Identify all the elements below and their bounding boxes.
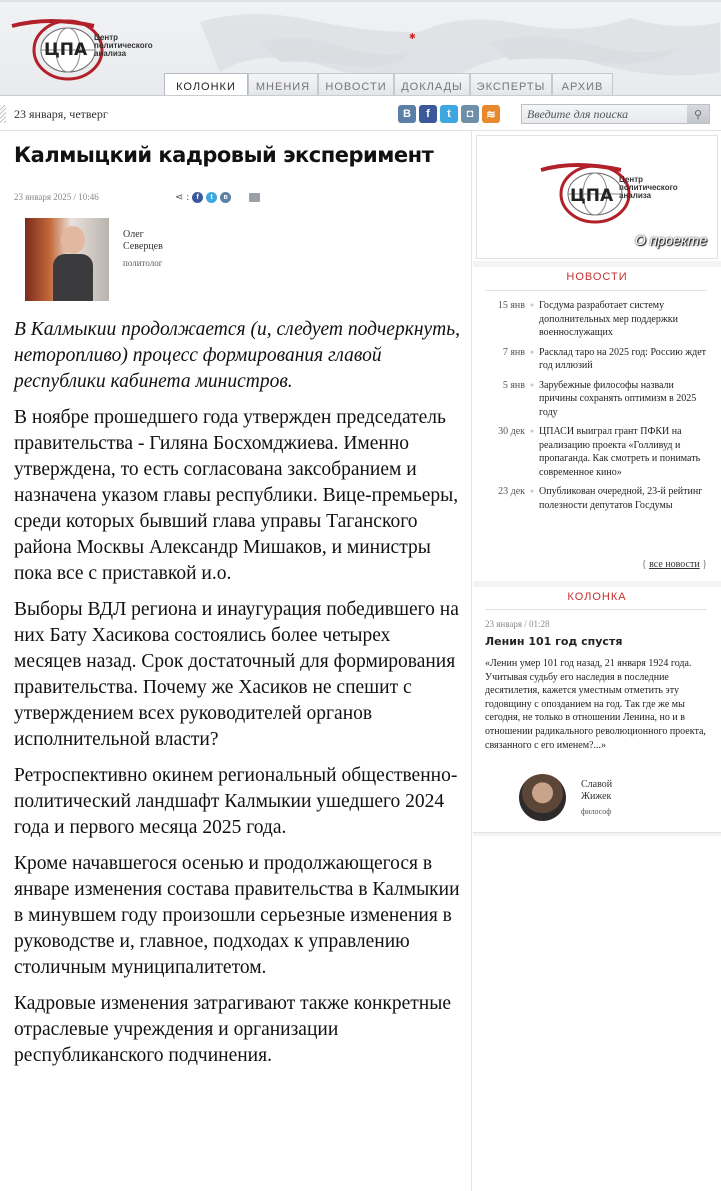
news-date: 15 янв: [497, 300, 525, 311]
logo-line-3: анализа: [94, 49, 127, 58]
site-header: [0, 0, 721, 96]
facebook-icon[interactable]: f: [419, 105, 437, 123]
article-lead: В Калмыкии продолжается (и, следует подчеркнуть, неторопливо) процесс формирования главой республики кабинета министров.: [14, 319, 460, 392]
search-icon: ⚲: [693, 108, 703, 121]
section-separator: [473, 581, 721, 587]
twitter-icon[interactable]: t: [440, 105, 458, 123]
share-icon[interactable]: ⋖: [175, 192, 184, 203]
tab-reports[interactable]: ДОКЛАДЫ: [394, 73, 470, 96]
column-heading[interactable]: КОЛОНКА: [567, 591, 627, 603]
author-role: политолог: [123, 258, 163, 268]
map-marker: ✱: [409, 32, 416, 41]
article-date: 23 января 2025 / 10:46: [14, 192, 99, 202]
share-twitter-icon[interactable]: t: [206, 192, 217, 203]
tab-news[interactable]: НОВОСТИ: [318, 73, 394, 96]
tab-archive[interactable]: АРХИВ: [552, 73, 613, 96]
article-paragraph: Выборы ВДЛ региона и инаугурация победившего на них Бату Хасикова состоялись более четырех месяцев назад. Срок достаточный для формирования правительства. Почему же Хасиков не спешит с утверждением всех руководителей органов исполнительной власти?: [14, 599, 459, 750]
tab-columns[interactable]: КОЛОНКИ: [164, 73, 248, 96]
article-title: Калмыцкий кадровый эксперимент: [14, 143, 434, 167]
search-button[interactable]: [687, 105, 709, 123]
all-news-link[interactable]: все новости: [649, 559, 700, 570]
share-separator: :: [186, 192, 190, 203]
about-project-banner[interactable]: [476, 135, 718, 259]
share-bar: [175, 192, 231, 203]
all-news: [642, 559, 707, 570]
news-item: [485, 485, 707, 512]
current-date: 23 января, четверг: [14, 107, 108, 121]
top-bar: [0, 97, 721, 131]
photo-head: [61, 226, 85, 254]
bullet-icon: ●: [529, 347, 535, 356]
news-link[interactable]: Расклад таро на 2025 год: Россию ждет год иллюзий: [539, 346, 707, 371]
logo-line-1: Центр: [94, 33, 119, 42]
article-body: [14, 317, 462, 1079]
news-date: 23 дек: [498, 486, 525, 497]
news-heading[interactable]: НОВОСТИ: [566, 271, 628, 283]
news-link[interactable]: Зарубежные философы назвали причины сохранять оптимизм в 2025 году: [539, 379, 697, 418]
project-logo-line-3: анализа: [619, 191, 652, 200]
news-divider: [485, 290, 707, 291]
author-photo[interactable]: [25, 218, 109, 301]
news-item: [485, 299, 707, 340]
news-item: [485, 379, 707, 420]
social-links: [398, 105, 500, 123]
tab-opinions[interactable]: МНЕНИЯ: [248, 73, 318, 96]
share-vk-icon[interactable]: в: [220, 192, 231, 203]
bar-grip: [0, 105, 6, 123]
column-author-photo[interactable]: [519, 774, 566, 821]
bullet-icon: ●: [529, 487, 535, 495]
column-author-role: философ: [581, 807, 612, 816]
vk-icon[interactable]: В: [398, 105, 416, 123]
news-date: 30 дек: [498, 426, 525, 437]
news-date: 7 янв: [502, 346, 525, 358]
section-separator: [473, 261, 721, 267]
article-paragraph: Кадровые изменения затрагивают также конкретные отраслевые учреждения и организации республиканского подчинения.: [14, 993, 451, 1066]
article-paragraph: В ноябре прошедшего года утвержден председатель правительства - Гиляна Босхомджиева. Именно утверждена, то есть согласована заксобранием и назначена указом главы республики. Вице-премьеры, среди которых бывший глава управы Таганского района Москвы Александр Мишаков, и министры пока все с приставкой и.о.: [14, 407, 459, 584]
sidebar-end: [473, 832, 721, 836]
column-divider: [485, 609, 707, 610]
news-date: 5 янв: [502, 379, 525, 391]
news-link[interactable]: Госдума разработает систему дополнительных мер поддержки военнослужащих: [539, 300, 678, 338]
news-list: [485, 299, 707, 518]
column-excerpt: «Ленин умер 101 год назад, 21 января 1924 года. Учитывая судьбу его наследия в последние десятилетия, кажется уместным отметить эту годовщину с опозданием на год. Так где же мы сегодня, не только в отношении Ленина, но и в отношении радикального революционного проекта, связанного с его именем?...»: [485, 658, 706, 751]
logo-text: [94, 34, 153, 58]
logo-line-2: политического: [94, 41, 153, 50]
column-date: 23 января / 01:28: [485, 619, 550, 629]
project-logo-text: [619, 176, 678, 200]
search-box: [521, 104, 710, 124]
logo-abbr: ЦПА: [44, 40, 88, 60]
project-logo-abbr: ЦПА: [570, 186, 614, 206]
all-news-brace-close: }: [702, 559, 707, 570]
instagram-icon[interactable]: ◘: [461, 105, 479, 123]
project-logo-line-1: Центр: [619, 175, 644, 184]
print-icon[interactable]: [249, 193, 260, 202]
column-title[interactable]: Ленин 101 год спустя: [485, 635, 623, 648]
article-paragraph: Кроме начавшегося осенью и продолжающегося в январе изменения состава правительства в Калмыкии в минувшем году произошли серьезные изменения в руководстве и, главное, подходах к управлению столичным муниципалитетом.: [14, 853, 460, 978]
project-logo-line-2: политического: [619, 183, 678, 192]
news-item: [485, 346, 707, 373]
news-link[interactable]: ЦПАСИ выиграл грант ПФКИ на реализацию проекта «Голливуд и пропаганда. Как смотреть и понимать современное кино»: [539, 426, 701, 478]
bullet-icon: ●: [529, 427, 535, 435]
share-facebook-icon[interactable]: f: [192, 192, 203, 203]
article-paragraph: Ретроспективно окинем региональный общественно-политический ландшафт Калмыкии ушедшего 2024 года и первого месяца 2025 года.: [14, 765, 458, 838]
column-author-name[interactable]: Славой Жижек: [581, 779, 613, 802]
news-link[interactable]: Опубликован очередной, 23-й рейтинг полезности депутатов Госдумы: [539, 486, 703, 511]
news-item: [485, 425, 707, 479]
all-news-brace-open: {: [641, 559, 647, 570]
tab-experts[interactable]: ЭКСПЕРТЫ: [470, 73, 552, 96]
article: [0, 131, 472, 1191]
author-name[interactable]: Олег Северцев: [123, 229, 163, 252]
bullet-icon: ●: [529, 301, 535, 309]
rss-icon[interactable]: ≋: [482, 105, 500, 123]
main-nav: [164, 73, 613, 96]
sidebar: [473, 131, 721, 1191]
photo-body: [53, 254, 93, 301]
about-project-label[interactable]: О проекте: [634, 232, 707, 248]
search-input[interactable]: [522, 105, 688, 123]
bullet-icon: ●: [529, 380, 535, 389]
